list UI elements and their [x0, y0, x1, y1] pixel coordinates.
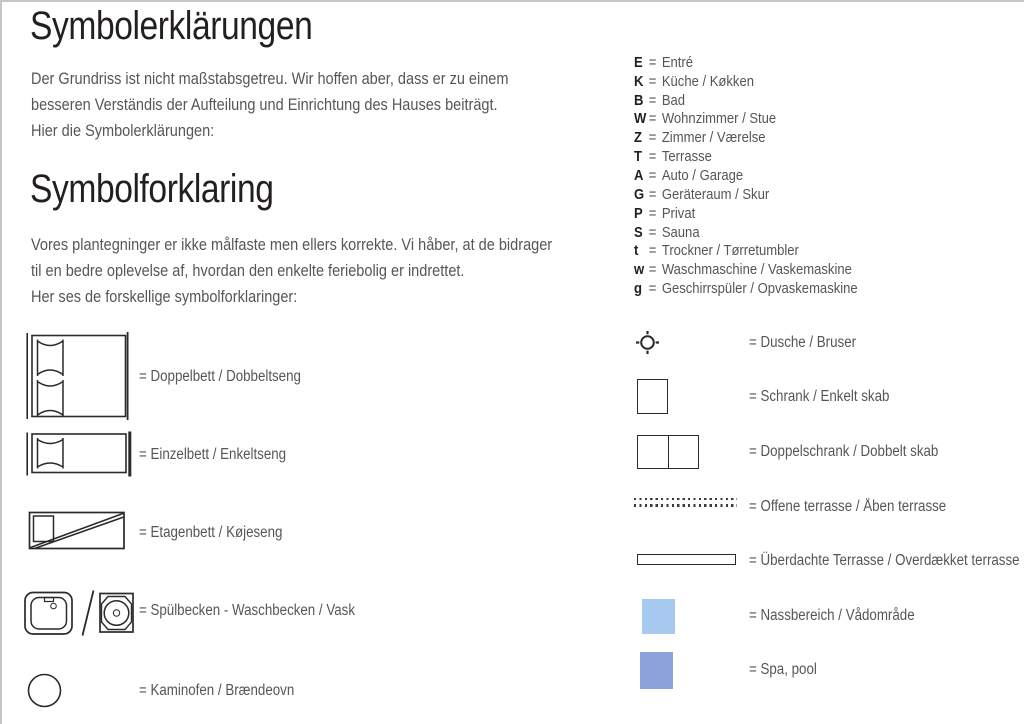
intro-german-line-2: besseren Verständis der Aufteilung und Einrichtung des Hauses beiträgt. — [31, 96, 498, 114]
abbreviation-desc: Terrasse — [661, 148, 712, 166]
abbreviation-letter: K — [634, 72, 644, 90]
abbreviation-row — [634, 279, 858, 298]
bunk-bed-label: = Etagenbett / Køjeseng — [139, 524, 283, 541]
single-cabinet-icon — [637, 379, 668, 414]
spa-pool-label: = Spa, pool — [749, 661, 817, 678]
page-title-danish: Symbolforklaring — [30, 167, 274, 211]
wood-stove-icon — [27, 673, 63, 709]
room-abbreviation-list — [634, 53, 858, 298]
intro-danish-line-1: Vores plantegninger er ikke målfaste men ellers korrekte. Vi håber, at de bidrager — [31, 236, 553, 254]
abbreviation-row — [634, 72, 858, 91]
open-terrace-label: = Offene terrasse / Åben terrasse — [749, 498, 947, 515]
equals-sign: = — [648, 280, 657, 298]
double-bed-icon — [25, 332, 130, 420]
covered-terrace-icon — [637, 554, 736, 565]
equals-sign: = — [648, 53, 657, 71]
abbreviation-letter: P — [634, 204, 643, 222]
abbreviation-letter: S — [634, 223, 643, 241]
abbreviation-letter: G — [634, 185, 645, 203]
abbreviation-letter: E — [634, 53, 643, 71]
bunk-bed-icon — [28, 510, 126, 551]
dotted-line — [634, 498, 737, 500]
abbreviation-letter: t — [634, 242, 639, 260]
abbreviation-letter: g — [634, 280, 642, 298]
equals-sign: = — [648, 204, 657, 222]
single-bed-label: = Einzelbett / Enkeltseng — [139, 446, 287, 463]
abbreviation-desc: Geschirrspüler / Opvaskemaskine — [661, 280, 858, 298]
abbreviation-desc: Auto / Garage — [661, 166, 744, 184]
cabinet-cell — [638, 436, 668, 468]
equals-sign: = — [648, 223, 657, 241]
equals-sign: = — [648, 72, 657, 90]
single-bed-icon — [25, 431, 135, 477]
wet-area-label: = Nassbereich / Vådområde — [749, 607, 915, 624]
double-bed-label: = Doppelbett / Dobbeltseng — [139, 368, 301, 385]
abbreviation-desc: Bad — [661, 91, 686, 109]
equals-sign: = — [648, 185, 657, 203]
equals-sign: = — [648, 129, 657, 147]
abbreviation-row — [634, 204, 858, 223]
single-cabinet-label: = Schrank / Enkelt skab — [749, 388, 890, 405]
abbreviation-row — [634, 147, 858, 166]
abbreviation-desc: Zimmer / Værelse — [661, 129, 766, 147]
cabinet-cell — [668, 436, 699, 468]
wood-stove-label: = Kaminofen / Brændeovn — [139, 682, 295, 699]
sink-washbasin-label: = Spülbecken - Waschbecken / Vask — [139, 602, 355, 619]
abbreviation-letter: B — [634, 91, 644, 109]
double-cabinet-label: = Doppelschrank / Dobbelt skab — [749, 443, 939, 460]
equals-sign: = — [648, 110, 657, 128]
abbreviation-row — [634, 110, 858, 129]
page-title-german: Symbolerklärungen — [30, 4, 313, 48]
abbreviation-letter: w — [634, 261, 645, 279]
abbreviation-row — [634, 241, 858, 260]
intro-german-line-3: Hier die Symbolerklärungen: — [31, 122, 215, 140]
equals-sign: = — [648, 91, 657, 109]
abbreviation-row — [634, 185, 858, 204]
abbreviation-desc: Waschmaschine / Vaskemaskine — [661, 261, 852, 279]
covered-terrace-label: = Überdachte Terrasse / Overdækket terrasse — [749, 552, 1020, 569]
sink-washbasin-icon — [23, 588, 135, 638]
equals-sign: = — [648, 242, 657, 260]
abbreviation-desc: Privat — [661, 204, 696, 222]
dotted-line — [634, 504, 737, 506]
abbreviation-row — [634, 223, 858, 242]
abbreviation-row — [634, 166, 858, 185]
spa-pool-icon — [640, 652, 673, 689]
abbreviation-desc: Sauna — [661, 223, 700, 241]
abbreviation-letter: A — [634, 166, 644, 184]
abbreviation-desc: Wohnzimmer / Stue — [661, 110, 777, 128]
abbreviation-row — [634, 260, 858, 279]
abbreviation-desc: Küche / Køkken — [661, 72, 754, 90]
abbreviation-desc: Entré — [661, 53, 694, 71]
wet-area-icon — [642, 599, 675, 634]
abbreviation-desc: Trockner / Tørretumbler — [661, 242, 799, 260]
abbreviation-desc: Geräteraum / Skur — [661, 185, 770, 203]
abbreviation-row — [634, 128, 858, 147]
abbreviation-row — [634, 53, 858, 72]
intro-paragraph-german — [31, 66, 508, 144]
abbreviation-row — [634, 91, 858, 110]
double-cabinet-icon — [637, 435, 699, 469]
open-terrace-icon — [634, 498, 737, 507]
equals-sign: = — [648, 148, 657, 166]
shower-label: = Dusche / Bruser — [749, 334, 857, 351]
intro-danish-line-2: til en bedre oplevelse af, hvordan den enkelte feriebolig er indrettet. — [31, 262, 465, 280]
abbreviation-letter: Z — [634, 129, 642, 147]
abbreviation-letter: T — [634, 148, 642, 166]
abbreviation-letter: W — [634, 110, 647, 128]
intro-paragraph-danish — [31, 232, 552, 310]
shower-icon — [634, 329, 661, 356]
intro-danish-line-3: Her ses de forskellige symbolforklaringer: — [31, 288, 298, 306]
equals-sign: = — [648, 261, 657, 279]
equals-sign: = — [648, 166, 657, 184]
intro-german-line-1: Der Grundriss ist nicht maßstabsgetreu. Wir hoffen aber, dass er zu einem — [31, 70, 509, 88]
